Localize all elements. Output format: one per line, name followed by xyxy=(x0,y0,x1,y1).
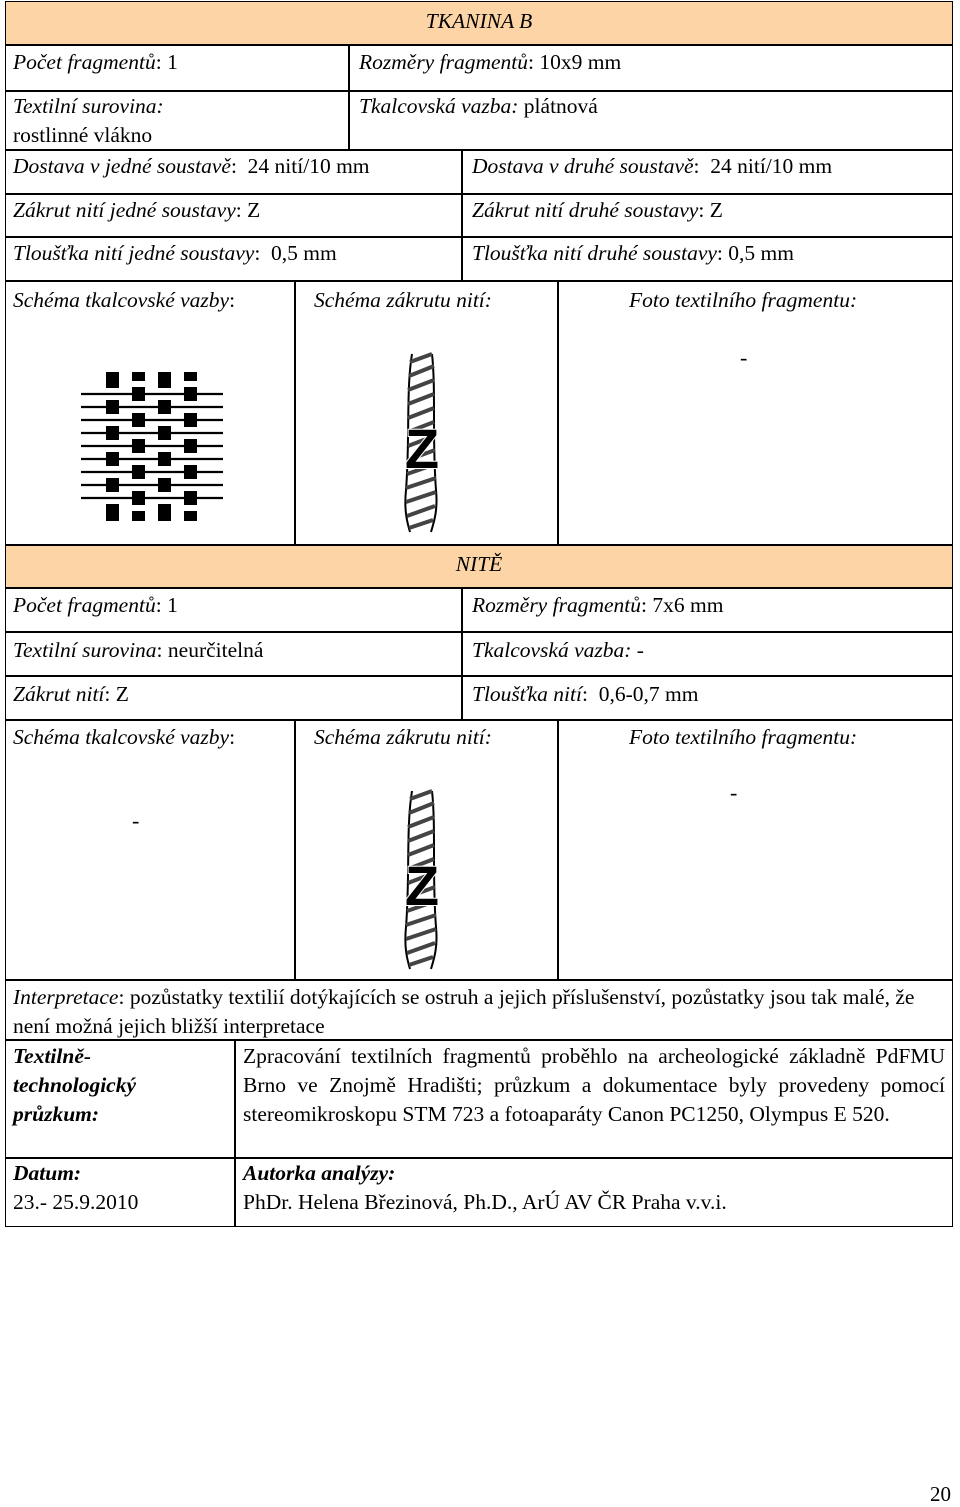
fabric-fragment-count: Počet fragmentů: 1 xyxy=(5,45,349,91)
fabric-weave: Tkalcovská vazba: plátnová xyxy=(349,91,953,150)
threads-weave-schema-value: - xyxy=(132,808,140,833)
threads-material: Textilní surovina: neurčitelná xyxy=(5,632,462,676)
fabric-thickness-2: Tloušťka nití druhé soustavy: 0,5 mm xyxy=(462,237,953,281)
date-cell: Datum: 23.- 25.9.2010 xyxy=(5,1158,235,1227)
threads-twist-letter: Z xyxy=(404,854,440,917)
fabric-twist-2: Zákrut nití druhé soustavy: Z xyxy=(462,194,953,237)
fabric-weave-schema: Schéma tkalcovské vazby: xyxy=(5,281,295,545)
threads-weave: Tkalcovská vazba: - xyxy=(462,632,953,676)
threads-photo-value: - xyxy=(730,780,738,805)
fabric-photo: Foto textilního fragmentu: xyxy=(558,281,953,545)
plain-weave-diagram xyxy=(78,367,228,527)
fabric-material: Textilní surovina: rostlinné vlákno xyxy=(5,91,349,150)
fabric-thickness-1: Tloušťka nití jedné soustavy: 0,5 mm xyxy=(5,237,462,281)
z-twist-yarn-diagram-threads xyxy=(398,787,448,972)
survey-text: Zpracování textilních fragmentů proběhlo na archeologické základně PdFMU Brno ve Znojmě Hradišti; průzkum a dokumentace byly provedeny pomocí stereomikroskopu STM 723 a fotoaparáty Canon PC1250, Olympus E 520. xyxy=(235,1040,953,1158)
page-number: 20 xyxy=(930,1482,951,1506)
fabric-twist-schema: Schéma zákrutu nití: xyxy=(295,281,558,545)
z-twist-yarn-diagram xyxy=(398,350,448,535)
survey-label: Textilně-technologický průzkum: xyxy=(5,1040,235,1158)
threads-photo: Foto textilního fragmentu: xyxy=(558,720,953,980)
threads-fragment-dims: Rozměry fragmentů: 7x6 mm xyxy=(462,588,953,632)
threads-fragment-count: Počet fragmentů: 1 xyxy=(5,588,462,632)
threads-twist-schema: Schéma zákrutu nití: xyxy=(295,720,558,980)
author-cell: Autorka analýzy: PhDr. Helena Březinová, Ph.D., ArÚ AV ČR Praha v.v.i. xyxy=(235,1158,953,1227)
fabric-density-2: Dostava v druhé soustavě: 24 nití/10 mm xyxy=(462,150,953,194)
fabric-fragment-dims: Rozměry fragmentů: 10x9 mm xyxy=(349,45,953,91)
fabric-twist-letter: Z xyxy=(404,417,440,480)
threads-thickness: Tloušťka nití: 0,6-0,7 mm xyxy=(462,676,953,720)
threads-twist: Zákrut nití: Z xyxy=(5,676,462,720)
fabric-header: TKANINA B xyxy=(5,1,953,45)
fabric-twist-1: Zákrut nití jedné soustavy: Z xyxy=(5,194,462,237)
threads-weave-schema: Schéma tkalcovské vazby: xyxy=(5,720,295,980)
fabric-photo-value: - xyxy=(740,345,748,370)
fabric-density-1: Dostava v jedné soustavě: 24 nití/10 mm xyxy=(5,150,462,194)
interpretation: Interpretace: pozůstatky textilií dotýkajících se ostruh a jejich příslušenství, pozůstatky jsou tak malé, že není možná jejich bližší interpretace xyxy=(5,980,953,1040)
threads-header: NITĚ xyxy=(5,545,953,588)
